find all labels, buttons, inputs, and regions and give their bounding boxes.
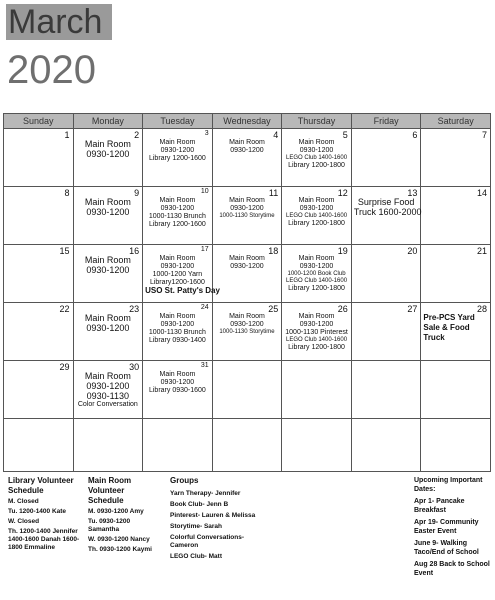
event-text: Main Room xyxy=(84,197,131,207)
empty-day-cell xyxy=(351,419,421,472)
empty-day-cell xyxy=(143,419,213,472)
event-text: 1000-1200 Yarn xyxy=(152,271,203,278)
event-text: Color Conversation xyxy=(77,401,138,408)
day-cell-30 xyxy=(73,361,143,419)
day-cell-5 xyxy=(282,129,352,187)
main-room-schedule-item: M. 0930-1200 Amy xyxy=(88,508,144,515)
event-text: 0930-1200 xyxy=(230,147,264,154)
day-events xyxy=(76,313,141,333)
upcoming-dates-title: Upcoming Important Dates: xyxy=(414,477,483,493)
empty-day-cell xyxy=(351,361,421,419)
day-cell-15 xyxy=(4,245,74,303)
day-events xyxy=(76,255,141,275)
week-row xyxy=(4,303,491,361)
event-text: Truck xyxy=(423,333,445,342)
event-text: 0930-1200 xyxy=(230,321,264,328)
library-schedule-item: W. Closed xyxy=(8,518,40,525)
event-text: Main Room xyxy=(159,371,196,378)
day-events xyxy=(215,255,280,271)
day-number: 5 xyxy=(342,130,348,140)
day-number: 2 xyxy=(134,130,140,140)
event-text: 0930-1200 xyxy=(299,205,334,212)
event-text: Library 1200-1800 xyxy=(288,344,345,351)
day-cell-10 xyxy=(143,187,213,245)
day-cell-16 xyxy=(73,245,143,303)
day-number: 8 xyxy=(64,188,70,198)
groups-title: Groups xyxy=(170,476,199,485)
month-title: March xyxy=(6,4,112,40)
event-text: Library 1200-1800 xyxy=(288,285,345,292)
event-text: LEGO Club 1400-1600 xyxy=(286,213,348,219)
event-text: 0930-1200 xyxy=(86,149,130,159)
event-text: 0930-1200 xyxy=(160,321,195,328)
event-text: 1000-1130 Storytime xyxy=(219,213,275,219)
upcoming-date-item: Apr 19- Community Easter Event xyxy=(414,519,479,535)
main-room-schedule-item: Tu. 0930-1200 Samantha xyxy=(88,518,131,533)
weekday-monday: Monday xyxy=(73,114,143,129)
day-events xyxy=(76,371,141,409)
day-events xyxy=(76,139,141,159)
upcoming-dates xyxy=(414,476,492,581)
day-cell-6 xyxy=(351,129,421,187)
week-row xyxy=(4,245,491,303)
weekday-thursday: Thursday xyxy=(282,114,352,129)
event-text: 0930-1200 xyxy=(160,147,195,154)
day-events xyxy=(284,197,349,228)
event-text: Surprise Food xyxy=(357,197,415,207)
day-cell-31 xyxy=(143,361,213,419)
group-item: Yarn Therapy- Jennifer xyxy=(170,490,241,497)
day-number: 14 xyxy=(476,188,487,198)
event-text: 0930-1200 xyxy=(86,207,130,217)
empty-day-cell xyxy=(73,419,143,472)
event-text: LEGO Club 1400-1600 xyxy=(286,155,348,161)
week-row xyxy=(4,419,491,472)
event-text: 0930-1200 xyxy=(160,263,195,270)
day-number: 28 xyxy=(476,304,487,314)
event-text: USO St. Patty's Day xyxy=(145,286,220,295)
event-text: 1000-1200 Book Club xyxy=(287,271,346,277)
event-text: Library 0930-1600 xyxy=(148,387,206,394)
event-text: Main Room xyxy=(298,313,335,320)
event-text: Main Room xyxy=(159,197,196,204)
day-number: 21 xyxy=(476,246,487,256)
main-room-schedule-item: W. 0930-1200 Nancy xyxy=(88,536,150,543)
event-text: 1000-1130 Brunch xyxy=(148,329,206,336)
event-text: Main Room xyxy=(84,313,131,323)
day-number: 1 xyxy=(64,130,70,140)
library-schedule-title: Library Volunteer Schedule xyxy=(8,476,74,495)
day-number: 11 xyxy=(268,188,279,198)
main-room-schedule-title: Main Room Volunteer Schedule xyxy=(88,476,132,505)
day-number: 6 xyxy=(412,130,418,140)
calendar-body xyxy=(4,129,491,472)
event-text: Library 1200-1800 xyxy=(288,162,345,169)
day-number: 17 xyxy=(200,246,209,253)
empty-day-cell xyxy=(421,361,491,419)
day-cell-4 xyxy=(212,129,282,187)
empty-day-cell xyxy=(212,419,282,472)
group-item: LEGO Club- Matt xyxy=(170,553,222,560)
library-schedule xyxy=(8,476,82,554)
day-cell-19 xyxy=(282,245,352,303)
year-title: 2020 xyxy=(7,48,96,92)
day-number: 20 xyxy=(407,246,418,256)
weekday-saturday: Saturday xyxy=(421,114,491,129)
week-row xyxy=(4,129,491,187)
day-events xyxy=(284,139,349,170)
day-cell-28 xyxy=(421,303,491,361)
day-cell-20 xyxy=(351,245,421,303)
event-text: 1000-1130 Storytime xyxy=(219,329,275,335)
groups-list xyxy=(170,476,260,564)
library-schedule-item: Tu. 1200-1400 Kate xyxy=(8,508,67,515)
event-text: 0930-1130 xyxy=(86,391,130,401)
day-cell-14 xyxy=(421,187,491,245)
day-cell-13 xyxy=(351,187,421,245)
empty-day-cell xyxy=(282,361,352,419)
upcoming-date-item: Apr 1- Pancake Breakfast xyxy=(414,498,465,514)
day-number: 4 xyxy=(273,130,279,140)
event-text: Main Room xyxy=(229,139,265,146)
event-text: Library 1200-1600 xyxy=(148,221,206,228)
day-number: 29 xyxy=(59,362,70,372)
day-events xyxy=(76,197,141,217)
event-text: Library1200-1600 xyxy=(149,279,205,286)
day-cell-26 xyxy=(282,303,352,361)
day-events xyxy=(145,313,210,345)
day-events xyxy=(423,313,488,343)
weekday-friday: Friday xyxy=(351,114,421,129)
event-text: 1000-1130 Pinterest xyxy=(285,329,348,336)
event-text: Main Room xyxy=(159,313,196,320)
event-text: 0930-1200 xyxy=(160,205,195,212)
event-text: 1000-1130 Brunch xyxy=(148,213,206,220)
day-cell-29 xyxy=(4,361,74,419)
day-events xyxy=(145,255,220,295)
day-cell-11 xyxy=(212,187,282,245)
main-room-schedule xyxy=(88,476,162,556)
day-number: 24 xyxy=(200,304,209,311)
day-events xyxy=(145,197,210,229)
day-events xyxy=(145,139,210,163)
event-text: Main Room xyxy=(229,197,265,204)
day-number: 30 xyxy=(129,362,140,372)
empty-day-cell xyxy=(421,419,491,472)
day-cell-27 xyxy=(351,303,421,361)
day-number: 16 xyxy=(129,246,140,256)
day-number: 26 xyxy=(337,304,348,314)
week-row xyxy=(4,187,491,245)
event-text: LEGO Club 1400-1600 xyxy=(286,337,348,343)
event-text: Main Room xyxy=(84,371,131,381)
day-number: 7 xyxy=(481,130,487,140)
event-text: Main Room xyxy=(229,255,265,262)
day-cell-7 xyxy=(421,129,491,187)
day-events xyxy=(215,139,280,155)
event-text: LEGO Club 1400-1600 xyxy=(286,278,348,284)
day-cell-21 xyxy=(421,245,491,303)
group-item: Colorful Conversations- Cameron xyxy=(170,534,245,549)
day-number: 22 xyxy=(59,304,70,314)
day-cell-8 xyxy=(4,187,74,245)
event-text: Main Room xyxy=(298,197,335,204)
weekday-wednesday: Wednesday xyxy=(212,114,282,129)
day-cell-17 xyxy=(143,245,220,303)
event-text: Main Room xyxy=(229,313,265,320)
upcoming-date-item: June 9- Walking Taco/End of School xyxy=(414,540,479,556)
empty-day-cell xyxy=(212,361,282,419)
day-number: 9 xyxy=(134,188,140,198)
day-number: 19 xyxy=(337,246,348,256)
main-room-schedule-item: Th. 0930-1200 Kaymi xyxy=(88,546,152,553)
event-text: 0930-1200 xyxy=(230,205,264,212)
day-number: 13 xyxy=(407,188,418,198)
day-events xyxy=(145,371,210,395)
event-text: 0930-1200 xyxy=(299,263,334,270)
event-text: Main Room xyxy=(84,255,131,265)
day-number: 3 xyxy=(204,130,209,137)
event-text: Main Room xyxy=(84,139,131,149)
event-text: 0930-1200 xyxy=(86,265,130,275)
day-events xyxy=(215,313,280,336)
event-text: 0930-1200 xyxy=(160,379,195,386)
day-cell-23 xyxy=(73,303,143,361)
event-text: Pre-PCS Yard xyxy=(423,313,475,322)
day-cell-9 xyxy=(73,187,143,245)
event-text: Library 1200-1600 xyxy=(148,155,206,162)
day-number: 10 xyxy=(200,188,209,195)
upcoming-date-item: Aug 28 Back to School Event xyxy=(414,561,490,577)
day-cell-3 xyxy=(143,129,213,187)
day-events xyxy=(284,255,349,293)
day-number: 25 xyxy=(268,304,279,314)
day-number: 23 xyxy=(129,304,140,314)
weekday-sunday: Sunday xyxy=(4,114,74,129)
day-events xyxy=(353,197,422,217)
event-text: Library 1200-1800 xyxy=(288,220,345,227)
day-number: 18 xyxy=(268,246,279,256)
event-text: Main Room xyxy=(159,255,196,262)
weekday-header-row xyxy=(4,114,491,129)
week-row xyxy=(4,361,491,419)
event-text: 0930-1200 xyxy=(299,321,334,328)
group-item: Pinterest- Lauren & Melissa xyxy=(170,512,256,519)
library-schedule-item: Th. 1200-1400 Jennifer 1400-1600 Danah 1600-1800 Emmaline xyxy=(8,528,80,551)
weekday-tuesday: Tuesday xyxy=(143,114,213,129)
event-text: 0930-1200 xyxy=(86,381,130,391)
group-item: Book Club- Jenn B xyxy=(170,501,229,508)
day-cell-22 xyxy=(4,303,74,361)
calendar-grid xyxy=(3,113,491,472)
empty-day-cell xyxy=(4,419,74,472)
event-text: Main Room xyxy=(159,139,196,146)
day-number: 15 xyxy=(59,246,70,256)
day-number: 31 xyxy=(200,362,209,369)
day-cell-12 xyxy=(282,187,352,245)
event-text: Main Room xyxy=(298,255,335,262)
event-text: Sale & Food xyxy=(423,323,470,332)
library-schedule-item: M. Closed xyxy=(8,498,39,505)
day-cell-2 xyxy=(73,129,143,187)
event-text: 0930-1200 xyxy=(299,147,334,154)
event-text: 0930-1200 xyxy=(86,323,130,333)
day-number: 27 xyxy=(407,304,418,314)
group-item: Storytime- Sarah xyxy=(170,523,223,530)
event-text: Library 0930-1400 xyxy=(148,337,206,344)
day-events xyxy=(284,313,349,352)
empty-day-cell xyxy=(282,419,352,472)
day-cell-24 xyxy=(143,303,213,361)
event-text: 0930-1200 xyxy=(230,263,264,270)
event-text: Main Room xyxy=(298,139,335,146)
day-cell-25 xyxy=(212,303,282,361)
day-number: 12 xyxy=(337,188,348,198)
day-cell-18 xyxy=(212,245,282,303)
event-text: Truck 1600-2000 xyxy=(353,207,422,217)
day-events xyxy=(215,197,280,220)
day-cell-1 xyxy=(4,129,74,187)
